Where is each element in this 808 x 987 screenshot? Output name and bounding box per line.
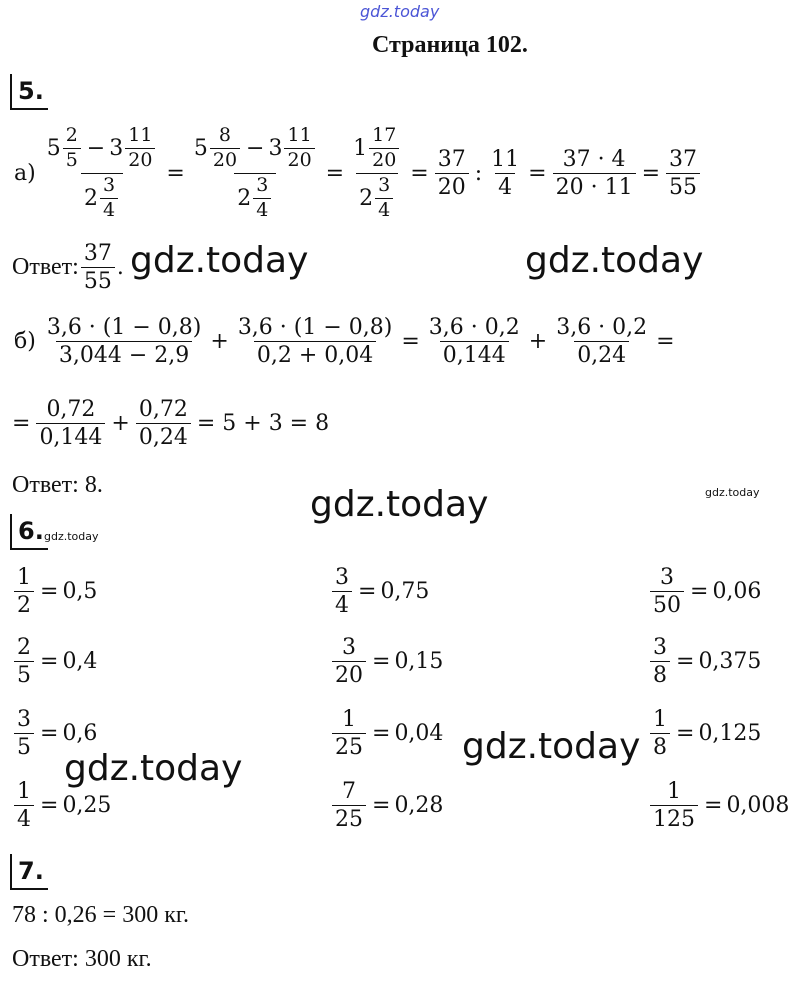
watermark-small-2: gdz.today [44, 530, 99, 543]
task-5a-answer-fraction: $\frac{37}{55}$ [81, 242, 115, 293]
task-5a-step2-fraction: 5 $\frac{8}{20}$ − 3 $\frac{11}{20}$ 2 $\frac{3}{4}$ [191, 126, 320, 221]
task-5-number: 5. [10, 74, 48, 110]
task-5a-answer: Ответ: $\frac{37}{55}$ . [12, 241, 124, 295]
answer-label: Ответ: [12, 254, 79, 281]
watermark-1: gdz.today [130, 240, 309, 281]
task-5b-fraction4: $\frac{3,6 \cdot 0,2}{0,24}$ [556, 315, 648, 369]
task-6-item: $\frac{1}{4}$ = 0,25 [12, 780, 111, 831]
task-5b-fraction6: $\frac{0,72}{0,24}$ [136, 398, 191, 449]
task-7-solution: 78 : 0,26 = 300 кг. [12, 902, 189, 928]
task-5a-step4-fraction2: $\frac{11}{4}$ [491, 146, 520, 200]
watermark-small-1: gdz.today [705, 486, 760, 499]
task-6-item: $\frac{7}{25}$ = 0,28 [330, 780, 443, 831]
task-6-item: $\frac{1}{8}$ = 0,125 [648, 708, 761, 759]
watermark-2: gdz.today [525, 240, 704, 281]
task-5b-result: = 5 + 3 = 8 [196, 411, 330, 437]
task-5b-label: б) [14, 329, 36, 355]
task-6-item: $\frac{3}{8}$ = 0,375 [648, 636, 761, 687]
task-6-item: $\frac{1}{25}$ = 0,04 [330, 708, 443, 759]
task-7-answer: Ответ: 300 кг. [12, 946, 152, 972]
task-5a-result-fraction: $\frac{37}{55}$ [666, 148, 700, 199]
task-5b-expression-line2: = $\frac{0,72}{0,144}$ + $\frac{0,72}{0,24}$ = 5 + 3 = 8 [12, 397, 330, 451]
task-7-number: 7. [10, 854, 48, 890]
task-5a-step3-fraction: 1 $\frac{17}{20}$ 2 $\frac{3}{4}$ [350, 126, 404, 221]
watermark-4: gdz.today [64, 748, 243, 789]
task-5a-expression: а) 5 $\frac{2}{5}$ − 3 $\frac{11}{20}$ 2 $\frac{3}{4}$ = 5 $\frac{8}{20}$ − 3 $\frac{11}{20}$ 2 $\frac{3}{4}$ = 1 $\frac{17}{20}$ 2 $\frac{3}{4}$ = $\frac{37}{20}$ : $\frac{11}{4}$ = $\frac{37 \cdot 4}{20 \cdot 11}$ = $\frac{37}{55}$ [14, 126, 702, 221]
task-6-item: $\frac{2}{5}$ = 0,4 [12, 636, 97, 687]
task-5b-fraction3: $\frac{3,6 \cdot 0,2}{0,144}$ [428, 315, 520, 369]
task-6-number: 6. [10, 514, 48, 550]
task-5b-expression-line1: б) $\frac{3,6 \cdot (1 - 0,8)}{3,044 - 2,9}$ + $\frac{3,6 \cdot (1 - 0,8)}{0,2 + 0,04}$ = $\frac{3,6 \cdot 0,2}{0,144}$ + $\frac{3,6 \cdot 0,2}{0,24}$ = [14, 315, 675, 369]
task-5b-fraction5: $\frac{0,72}{0,144}$ [36, 398, 105, 449]
task-6-item: $\frac{1}{125}$ = 0,008 [648, 780, 789, 831]
task-5a-step4-fraction1: $\frac{37}{20}$ [435, 148, 469, 199]
task-6-item: $\frac{3}{5}$ = 0,6 [12, 708, 97, 759]
task-6-item: $\frac{1}{2}$ = 0,5 [12, 566, 97, 617]
task-6-item: $\frac{3}{4}$ = 0,75 [330, 566, 429, 617]
watermark-3: gdz.today [310, 484, 489, 525]
page-title: Страница 102. [372, 32, 528, 58]
task-5b-answer: Ответ: 8. [12, 472, 103, 498]
watermark-top: gdz.today [360, 2, 440, 21]
task-6-item: $\frac{3}{20}$ = 0,15 [330, 636, 443, 687]
task-6-item: $\frac{3}{50}$ = 0,06 [648, 566, 761, 617]
task-5a-step1-fraction: 5 $\frac{2}{5}$ − 3 $\frac{11}{20}$ 2 $\frac{3}{4}$ [44, 126, 161, 221]
task-5a-step5-fraction: $\frac{37 \cdot 4}{20 \cdot 11}$ [553, 148, 636, 199]
task-5b-fraction2: $\frac{3,6 \cdot (1 - 0,8)}{0,2 + 0,04}$ [237, 315, 393, 369]
watermark-5: gdz.today [462, 726, 641, 767]
task-5b-fraction1: $\frac{3,6 \cdot (1 - 0,8)}{3,044 - 2,9}$ [46, 315, 202, 369]
task-5a-label: а) [14, 160, 36, 186]
